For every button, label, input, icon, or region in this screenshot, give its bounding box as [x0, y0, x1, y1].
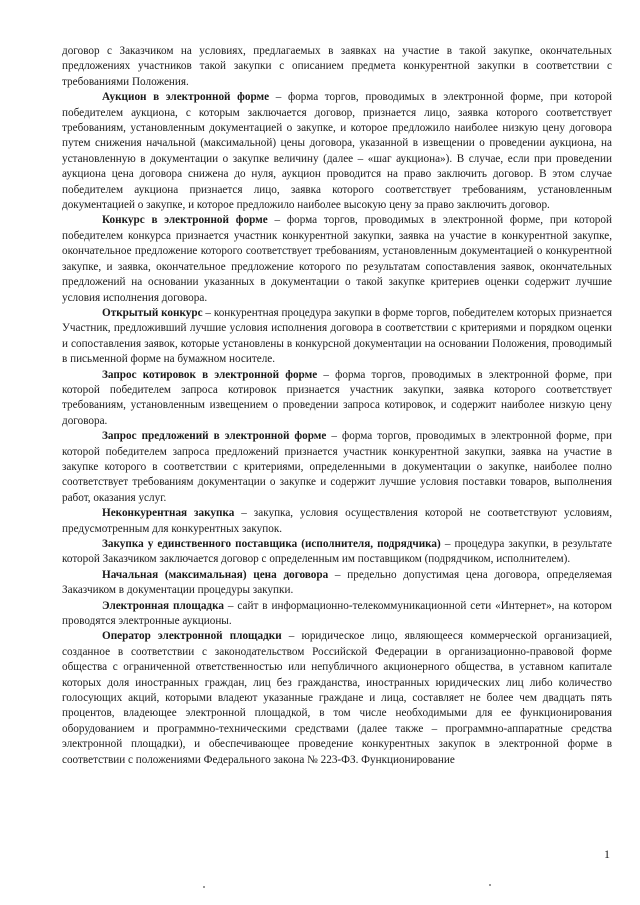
- definition-single-supplier: [62, 537, 612, 568]
- definition-text: – форма торгов, проводимых в электронной форме, при которой победителем конкурса признается участник конкурентной закупки, заявка на участие в конкурентной закупке, окончательное предложение которого соответствует требованиям, установленным документацией о конкурентной закупке, и заявка, окончательное предложение которого по результатам сопоставления заявок, окончательных предложений на основании указанных в документации о такой закупке критериев оценки содержит лучшие условия исполнения договора.: [62, 214, 612, 304]
- definition-text: – форма торгов, проводимых в электронной форме, при которой победителем запроса котировок признается участник закупки, заявка которого соответствует требованиям, установленным извещением о проведении запроса котировок, и содержит наиболее низкую цену договора.: [62, 368, 612, 427]
- scan-speck: [489, 884, 491, 886]
- definition-text: – конкурентная процедура закупки в форме торгов, победителем которых признается Участник, предложивший лучшие условия исполнения договора в соответствии с критериями и порядком оценки и сопоставления заявок, которые установлены в конкурсной документации на основании Положения, проводимый в письменной форме на бумажном носителе.: [62, 306, 612, 366]
- paragraph-text: договор с Заказчиком на условиях, предлагаемых в заявках на участие в такой закупке, окончательных предложениях участников такой закупки с описанием предмета конкурентной закупки в соответствии с требованиями Положения.: [62, 45, 612, 88]
- paragraph-continuation: [62, 44, 612, 90]
- definition-term: Аукцион в электронной форме: [102, 91, 270, 104]
- definition-term: Закупка у единственного поставщика (исполнителя, подрядчика): [102, 538, 441, 550]
- definition-auction: [62, 90, 612, 213]
- definition-text: – предельно допустимая цена договора, определяемая Заказчиком в документации процедуры закупки.: [62, 568, 612, 597]
- definition-text: – процедура закупки, в результате которой Заказчиком заключается договор с определенным им поставщиком (подрядчиком, исполнителем).: [62, 538, 612, 566]
- document-body: [62, 44, 612, 768]
- definition-text: – форма торгов, проводимых в электронной форме, при которой победителем аукциона, с которым заключается договор, признается лицо, заявка которого соответствует требованиям, установленным документацией о закупке, и которое предложило наиболее низкую цену договора путем снижения начальной (максимальной) цены договора, указанной в извещении о проведении аукциона, на установленную в документации о закупке величину (далее – «шаг аукциона»). В случае, если при проведении аукциона цена договора снижена до нуля, аукцион проводится на право заключить договор. В этом случае победителем аукциона признается лицо, заявка которого соответствует требованиям, установленным документацией о закупке, и которое предложило наиболее высокую цену за право заключить договор.: [62, 91, 612, 212]
- definition-initial-price: [62, 568, 612, 599]
- definition-quotation-request: [62, 368, 612, 430]
- definition-term: Оператор электронной площадки: [102, 630, 282, 643]
- definition-term: Открытый конкурс: [102, 306, 203, 319]
- definition-proposal-request: [62, 429, 612, 506]
- definition-term: Начальная (максимальная) цена договора: [102, 568, 329, 581]
- definition-term: Запрос котировок в электронной форме: [102, 368, 318, 381]
- definition-term: Запрос предложений в электронной форме: [102, 430, 327, 443]
- definition-text: – закупка, условия осуществления которой не соответствуют условиям, предусмотренным для конкурентных закупок.: [62, 507, 612, 535]
- definition-open-contest: [62, 306, 612, 368]
- definition-term: Неконкурентная закупка: [102, 507, 235, 520]
- definition-platform-operator: [62, 629, 612, 768]
- definition-term: Электронная площадка: [102, 599, 224, 612]
- definition-contest-electronic: [62, 213, 612, 305]
- definition-noncompetitive-purchase: [62, 506, 612, 537]
- definition-text: – форма торгов, проводимых в электронной форме, при которой победителем запроса предложений признается участник конкурентной закупки, заявка на участие в закупке которого в соответствии с критериями, определенными в документации о закупке, наиболее полно соответствует требованиям документации о закупке и содержит лучшие условия поставки товаров, выполнения работ, оказания услуг.: [62, 430, 612, 504]
- scan-speck: [203, 886, 205, 888]
- definition-text: – юридическое лицо, являющееся коммерческой организацией, созданное в соответствии с законодательством Российской Федерации в организационно-правовой форме общества с ограниченной ответственностью или непубличного акционерного общества, в уставном капитале которых доля иностранных граждан, лиц без гражданства, иностранных юридических лиц либо количество голосующих акций, которыми владеют указанные граждане и лица, составляет не более чем двадцать пять процентов, владеющее электронной площадкой, в том числе необходимыми для ее функционирования оборудованием и программно-техническими средствами (далее также – программно-аппаратные средства электронной площадки), и обеспечивающее проведение конкурентных закупок в электронной форме в соответствии с положениями Федерального закона № 223-ФЗ. Функционирование: [62, 630, 612, 766]
- page-number: 1: [604, 847, 610, 861]
- definition-text: – сайт в информационно-телекоммуникационной сети «Интернет», на котором проводятся электронные аукционы.: [62, 599, 612, 628]
- definition-electronic-platform: [62, 599, 612, 630]
- definition-term: Конкурс в электронной форме: [102, 214, 268, 227]
